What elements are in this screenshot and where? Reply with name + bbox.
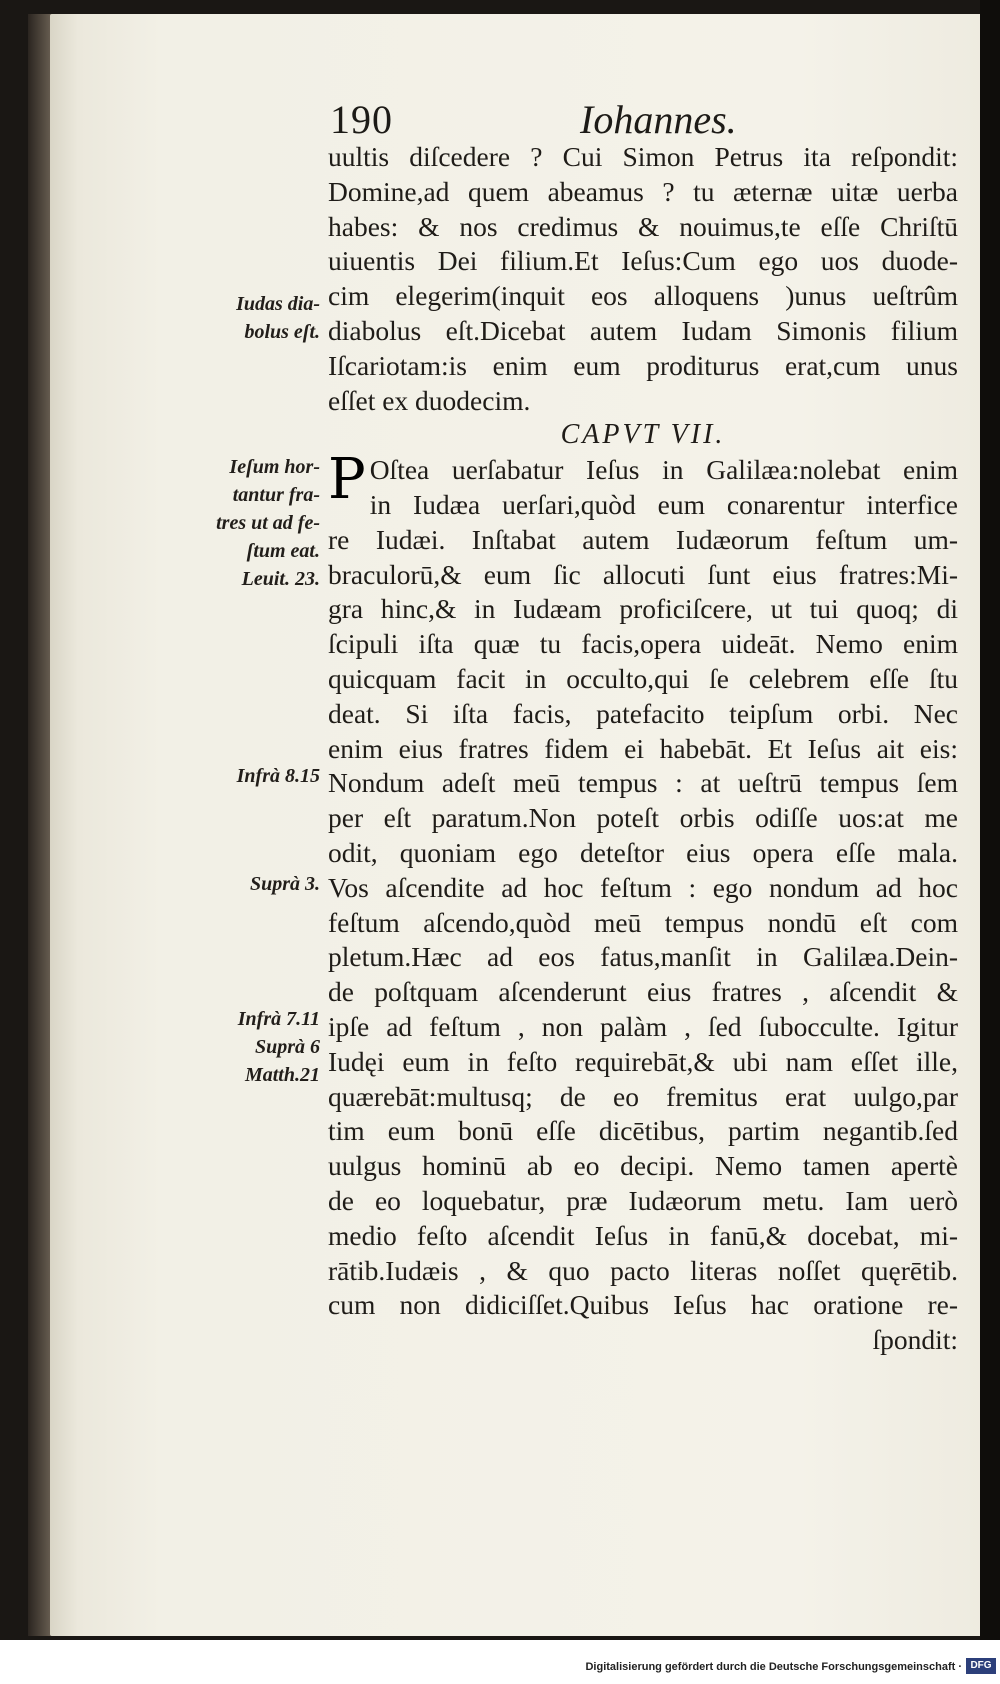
- marginal-note-line: Suprà 3.: [249, 873, 320, 895]
- text-line: ipſe ad feſtum , non palàm , ſed ſubocculte. Igitur: [328, 1010, 958, 1042]
- text-line: Domine,ad quem abeamus ? tu æternæ uitæ uerba: [328, 175, 958, 207]
- text-line: medio feſto aſcendit Ieſus in fanū,& docebat, mi-: [328, 1219, 958, 1251]
- text-line: diabolus eſt.Dicebat autem Iudam Simonis filium: [328, 314, 958, 346]
- marginal-note: [180, 870, 320, 898]
- drop-capital: P: [328, 447, 366, 513]
- marginal-note-line: Iudas dia-: [236, 293, 320, 315]
- marginal-note-line: tres ut ad fe-: [216, 512, 320, 534]
- text-line: Iudęi eum in feſto requirebāt,& ubi nam eſſet ille,: [328, 1045, 958, 1077]
- funding-credit: Digitalisierung gefördert durch die Deutsche Forschungsgemeinschaft ·: [585, 1661, 962, 1673]
- marginal-note: [180, 290, 320, 346]
- text-line: Oſtea uerſabatur Ieſus in Galilæa:nolebat enim: [369, 454, 958, 486]
- page-header: [330, 96, 970, 146]
- text-line: deat. Si iſta facis, patefacito teipſum orbi. Nec: [328, 697, 958, 729]
- marginal-note-line: Infrà 7.11: [237, 1008, 320, 1030]
- marginal-note-line: tantur fra-: [232, 484, 320, 506]
- text-line: uultis diſcedere ? Cui Simon Petrus ita reſpondit:: [328, 141, 958, 172]
- text-line: Iſcariotam:is enim eum proditurus erat,cum unus: [328, 349, 958, 381]
- text-line: in Iudæa uerſari,quòd eum conarentur interfice: [369, 488, 958, 520]
- text-line: feſtum aſcendo,quòd meū tempus nondū eſt com: [328, 906, 958, 938]
- text-line: habes: & nos credimus & nouimus,te eſſe Chriſtū: [328, 210, 958, 242]
- text-line: Vos aſcendite ad hoc feſtum : ego nondum ad hoc: [328, 871, 958, 903]
- text-line: Nondum adeſt meū tempus : at ueſtrū tempus ſem: [328, 767, 958, 799]
- marginal-note-line: bolus eſt.: [244, 321, 320, 343]
- footer-bar: [0, 1652, 1000, 1684]
- marginal-note-line: Matth.21: [244, 1064, 320, 1086]
- marginal-note: [180, 762, 320, 790]
- text-line: uiuentis Dei filium.Et Ieſus:Cum ego uos duode-: [328, 245, 958, 277]
- running-title: Iohannes.: [580, 97, 737, 142]
- chapter-heading: CAPVT VII.: [560, 419, 726, 451]
- text-line: odit, quoniam ego deteſtor eius opera eſſe mala.: [328, 836, 958, 868]
- text-line: cim elegerim(inquit eos alloquens )unus ueſtrûm: [328, 280, 958, 312]
- marginal-note-line: Infrà 8.15: [236, 765, 320, 787]
- text-line: cum non didiciſſet.Quibus Ieſus hac oratione re-: [328, 1289, 958, 1321]
- text-line: re Iudæi. Inſtabat autem Iudæorum feſtum um-: [328, 523, 958, 555]
- text-line: per eſt paratum.Non poteſt orbis odiſſe uos:at me: [328, 802, 958, 834]
- text-line: rātib.Iudæis , & quo pacto literas noſſet quęrētib.: [328, 1254, 958, 1286]
- text-line: uulgus hominū ab eo decipi. Nemo tamen apertè: [328, 1150, 958, 1182]
- text-line: tim eum bonū eſſe dicētibus, partim negantib.ſed: [328, 1115, 958, 1147]
- dfg-logo: DFG: [966, 1658, 996, 1674]
- text-line: enim eius fratres fidem ei habebāt. Et Ieſus ait eis:: [328, 732, 958, 764]
- chapter-paragraph: [328, 447, 958, 1358]
- text-line: braculorū,& eum ſic allocuti ſunt eius fratres:Mi-: [328, 558, 958, 590]
- marginal-note-line: Ieſum hor-: [229, 456, 320, 478]
- text-line: gra hinc,& in Iudæam proficiſcere, ut tui quoq; di: [328, 593, 958, 625]
- marginal-note-line: Suprà 6: [254, 1036, 320, 1058]
- catchword: ſpondit:: [872, 1324, 958, 1356]
- text-line: pletum.Hæc ad eos fatus,manſit in Galilæa.Dein-: [328, 941, 958, 973]
- scan-edge: [980, 0, 1000, 1640]
- text-line: eſſet ex duodecim.: [328, 384, 531, 416]
- text-line: quærebāt:multusq; de eo fremitus erat uulgo,par: [328, 1080, 958, 1112]
- text-line: quicquam facit in occulto,qui ſe celebrem eſſe ſtu: [328, 662, 958, 694]
- text-line: de poſtquam aſcenderunt eius fratres , aſcendit &: [328, 976, 958, 1008]
- text-line: de eo loquebatur, præ Iudæorum metu. Iam uerò: [328, 1184, 958, 1216]
- text-line: ſcipuli iſta quæ tu facis,opera uideāt. Nemo enim: [328, 628, 958, 660]
- marginal-note-line: ſtum eat.: [246, 540, 320, 562]
- marginal-note-line: Leuit. 23.: [241, 568, 320, 590]
- marginal-note: [180, 453, 320, 593]
- main-text: [328, 140, 958, 1358]
- page-number: 190: [330, 97, 393, 142]
- marginal-note: [180, 1005, 320, 1089]
